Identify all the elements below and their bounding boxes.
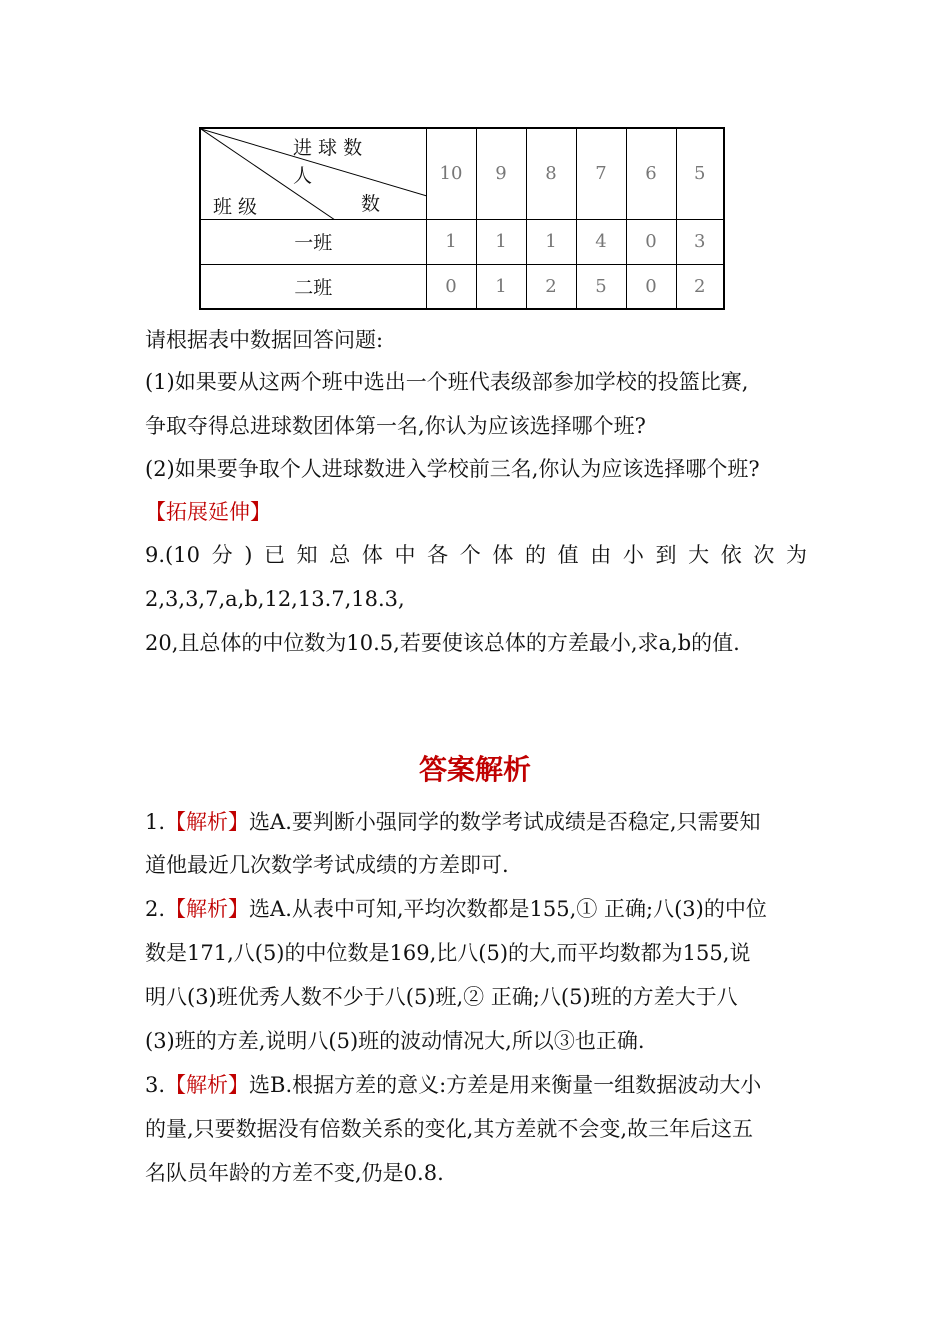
answers-title: 答案解析 xyxy=(418,753,531,786)
table-cell: 1 xyxy=(426,219,476,264)
analysis-tag: 【解析】 xyxy=(165,810,250,834)
header-count-label: 数 xyxy=(361,193,381,215)
question-1-line-2: 争取夺得总进球数团体第一名,你认为应该选择哪个班? xyxy=(145,414,646,438)
question-9-line-1: 9.(10分)已知总体中各个体的值由小到大依次为 xyxy=(145,543,807,567)
diagonal-header-cell xyxy=(200,128,426,219)
answer-number: 3. xyxy=(145,1073,166,1097)
question-9-line-3: 20,且总体的中位数为10.5,若要使该总体的方差最小,求a,b的值. xyxy=(145,631,740,655)
table-cell: 0 xyxy=(626,264,676,309)
extension-heading: 【拓展延伸】 xyxy=(145,500,271,524)
answer-1-line-1 xyxy=(145,807,761,837)
table-row xyxy=(200,219,724,264)
header-goals-label: 进 球 数 xyxy=(293,137,363,159)
table-row xyxy=(200,264,724,309)
table-cell: 1 xyxy=(526,219,576,264)
column-header: 9 xyxy=(476,128,526,219)
question-9-line-2: 2,3,3,7,a,b,12,13.7,18.3, xyxy=(145,587,405,611)
column-header: 5 xyxy=(676,128,724,219)
table-cell: 0 xyxy=(626,219,676,264)
table-cell: 3 xyxy=(676,219,724,264)
column-header: 10 xyxy=(426,128,476,219)
answer-3-line-1 xyxy=(145,1070,761,1100)
answer-2-line-3: 明八(3)班优秀人数不少于八(5)班,② 正确;八(5)班的方差大于八 xyxy=(145,985,738,1009)
row-label: 二班 xyxy=(200,264,426,309)
question-intro: 请根据表中数据回答问题: xyxy=(145,328,384,352)
answer-text: 选A.从表中可知,平均次数都是155,① 正确;八(3)的中位 xyxy=(249,897,767,921)
answer-text: 选B.根据方差的意义:方差是用来衡量一组数据波动大小 xyxy=(249,1073,762,1097)
answer-number: 1. xyxy=(145,810,166,834)
column-header: 7 xyxy=(576,128,626,219)
table-cell: 2 xyxy=(676,264,724,309)
table-cell: 1 xyxy=(476,264,526,309)
header-class-label: 班 级 xyxy=(213,196,258,218)
answer-1-line-2: 道他最近几次数学考试成绩的方差即可. xyxy=(145,853,509,877)
table-cell: 1 xyxy=(476,219,526,264)
question-1-line-1: (1)如果要从这两个班中选出一个班代表级部参加学校的投篮比赛, xyxy=(145,370,749,394)
table-cell: 2 xyxy=(526,264,576,309)
column-header: 8 xyxy=(526,128,576,219)
answer-3-line-3: 名队员年龄的方差不变,仍是0.8. xyxy=(145,1161,444,1185)
table-cell: 5 xyxy=(576,264,626,309)
question-2: (2)如果要争取个人进球数进入学校前三名,你认为应该选择哪个班? xyxy=(145,457,760,481)
header-people-label: 人 xyxy=(293,165,313,187)
row-label: 一班 xyxy=(200,219,426,264)
analysis-tag: 【解析】 xyxy=(165,897,250,921)
answer-3-line-2: 的量,只要数据没有倍数关系的变化,其方差就不会变,故三年后这五 xyxy=(145,1117,754,1141)
table-cell: 0 xyxy=(426,264,476,309)
answer-text: 选A.要判断小强同学的数学考试成绩是否稳定,只需要知 xyxy=(249,810,761,834)
answer-2-line-1 xyxy=(145,894,767,924)
answer-2-line-2: 数是171,八(5)的中位数是169,比八(5)的大,而平均数都为155,说 xyxy=(145,941,751,965)
answer-2-line-4: (3)班的方差,说明八(5)班的波动情况大,所以③也正确. xyxy=(145,1029,645,1053)
score-table xyxy=(199,127,725,310)
table-cell: 4 xyxy=(576,219,626,264)
answer-number: 2. xyxy=(145,897,166,921)
analysis-tag: 【解析】 xyxy=(165,1073,250,1097)
column-header: 6 xyxy=(626,128,676,219)
